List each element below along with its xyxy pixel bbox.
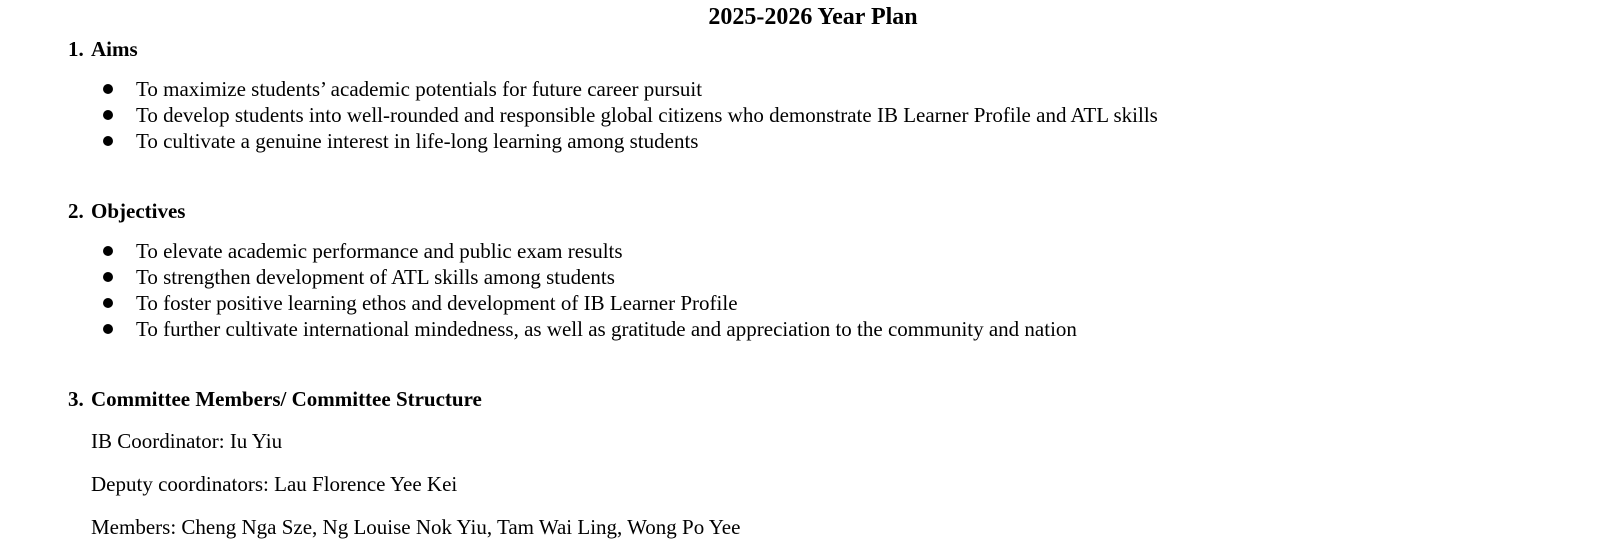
bullet-icon	[103, 324, 113, 334]
bullet-icon	[103, 136, 113, 146]
list-item-text: To elevate academic performance and public exam results	[136, 239, 623, 263]
section-heading-objectives	[68, 198, 185, 224]
bullet-icon	[103, 272, 113, 282]
bullet-icon	[103, 110, 113, 120]
document-title: 2025-2026 Year Plan	[708, 4, 918, 30]
deputy-coordinators-line: Deputy coordinators: Lau Florence Yee Kei	[91, 472, 458, 496]
bullet-icon	[103, 84, 113, 94]
section-heading-aims	[68, 36, 138, 62]
list-item-text: To strengthen development of ATL skills among students	[136, 265, 615, 289]
members-line: Members: Cheng Nga Sze, Ng Louise Nok Yiu, Tam Wai Ling, Wong Po Yee	[91, 515, 741, 539]
list-item-text: To further cultivate international mindedness, as well as gratitude and appreciation to the community and nation	[136, 317, 1077, 341]
list-item-text: To foster positive learning ethos and development of IB Learner Profile	[136, 291, 738, 315]
list-item-text: To develop students into well-rounded and responsible global citizens who demonstrate IB Learner Profile and ATL skills	[136, 103, 1158, 127]
section-heading-committee	[68, 386, 482, 412]
section-number: 1.	[68, 37, 84, 61]
section-number: 3.	[68, 387, 84, 411]
bullet-icon	[103, 246, 113, 256]
list-item-text: To maximize students’ academic potentials for future career pursuit	[136, 77, 703, 101]
ib-coordinator-line: IB Coordinator: Iu Yiu	[91, 429, 283, 453]
section-heading-text: Committee Members/ Committee Structure	[91, 387, 482, 411]
section-number: 2.	[68, 199, 84, 223]
list-item-text: To cultivate a genuine interest in life-long learning among students	[136, 129, 699, 153]
section-heading-text: Aims	[91, 37, 138, 61]
section-heading-text: Objectives	[91, 199, 186, 223]
bullet-icon	[103, 298, 113, 308]
